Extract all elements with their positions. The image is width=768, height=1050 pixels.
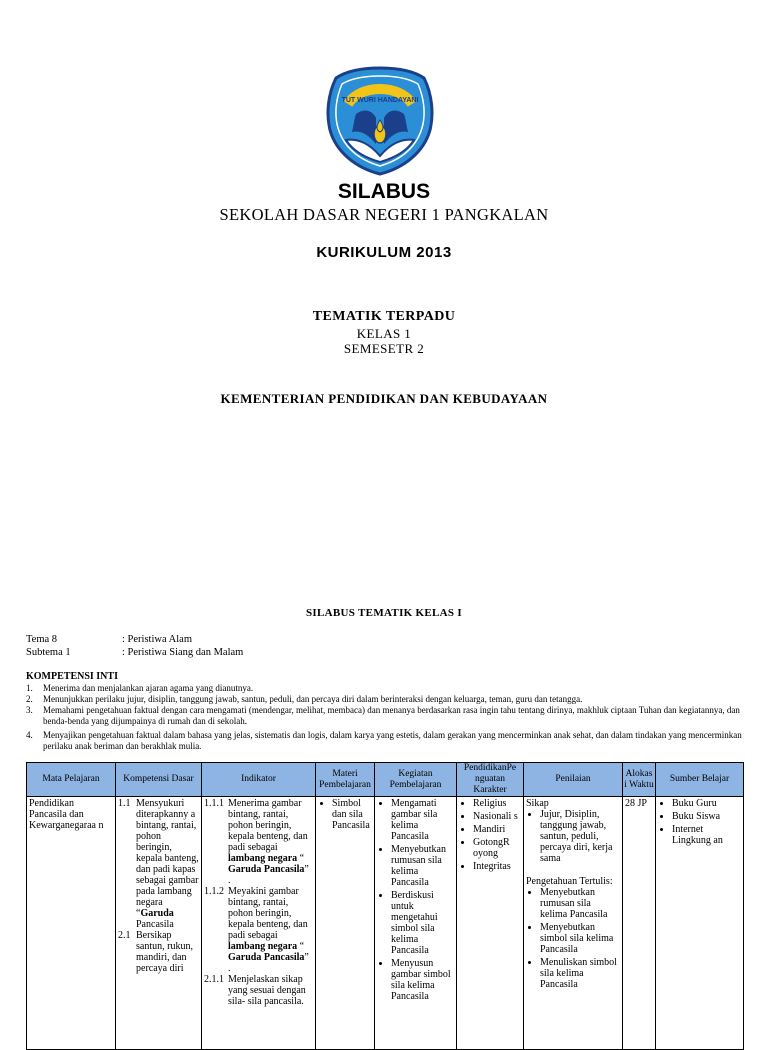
materi-item: • Simbol dan sila Pancasila [332,798,372,831]
tut-wuri-handayani-logo [326,64,434,176]
ministry-label: KEMENTERIAN PENDIDIKAN DAN KEBUDAYAAN [220,391,548,406]
kd-item [118,930,199,974]
indicator-text: Menerima gambar bintang, rantai, pohon beringin, kepala benteng, dan padi sebagai [228,798,308,853]
indicator-num: 1.1.2 [204,886,224,897]
cell-mapel: Pendidikan Pancasila dan Kewarganegaraa n [27,797,116,1050]
grade-label: KELAS 1 [356,326,412,341]
karakter-item: • Nasionali s [473,811,521,822]
indicator-bold: lambang negara [228,853,298,864]
indicator-item [204,974,313,1007]
ki-item [26,705,746,727]
penilaian-sikap-item: • Jujur, Disiplin, tanggung jawab, santun, peduli, percaya diri, kerja sama [540,809,620,864]
ki-list [26,683,746,752]
kegiatan-item: • Menyebutkan rumusan sila kelima Pancasila [391,844,454,888]
kd-bold: Garuda [140,908,174,919]
kd-item [118,798,199,930]
penilaian-sikap-label: Sikap [526,798,549,809]
syllabus-subtitle: SILABUS TEMATIK KELAS I [306,607,462,619]
cell-karakter [457,797,524,1050]
syllabus-table [26,762,744,1050]
ki-text: Menerima dan menjalankan ajaran agama yang dianutnya. [43,683,254,693]
ki-text: Menunjukkan perilaku jujur, disiplin, tanggung jawab, santun, peduli, dan percaya diri dalam berinteraksi dengan keluarga, teman, guru dan tetangga. [43,694,583,704]
col-header-mapel: Mata Pelajaran [27,763,116,797]
cell-kegiatan [375,797,457,1050]
cell-penilaian [524,797,623,1050]
col-header-penilaian: Penilaian [524,763,623,797]
table-row [27,797,744,1050]
col-header-indikator: Indikator [202,763,316,797]
indicator-item [204,886,313,974]
tema-value: : Peristiwa Alam [122,634,192,645]
cell-sumber [656,797,744,1050]
kegiatan-item: • Berdiskusi untuk mengetahui simbol sila kelima Pancasila [391,890,454,956]
ki-text: Memahami pengetahuan faktual dengan cara mengamati (mendengar, melihat, membaca) dan menanya berdasarkan rasa ingin tahu tentang dirinya, makhluk ciptaan Tuhan dan kegiatannya, dan benda-benda yang dijumpainya di rumah dan di sekolah. [43,705,740,726]
penilaian-item: • Menyebutkan rumusan sila kelima Pancasila [540,887,620,920]
col-header-alokasi: Alokas i Waktu [623,763,656,797]
karakter-item: • Religius [473,798,521,809]
subtema-label: Subtema 1 [26,647,71,658]
kd-num: 1.1 [118,798,131,809]
col-header-materi: Materi Pembelajaran [316,763,375,797]
indicator-item [204,798,313,886]
ki-item [26,683,746,694]
kegiatan-item: • Menyusun gambar simbol sila kelima Pancasila [391,958,454,1002]
logo-text: TUT WURI HANDAYANI [341,97,419,104]
indicator-end: ” . [228,952,309,974]
indicator-end: ” . [228,864,309,886]
cell-materi [316,797,375,1050]
subtema-value: : Peristiwa Siang dan Malam [122,647,244,658]
semester-label: SEMESETR 2 [343,341,425,356]
table-header-row [27,763,744,797]
col-header-karakter: PendidikanPe nguatan Karakter [457,763,524,797]
ki-num: 1. [26,683,33,693]
sumber-item: • Buku Siswa [672,811,741,822]
indicator-text: Meyakini gambar bintang, rantai, pohon beringin, kepala benteng, dan padi sebagai [228,886,308,941]
indicator-bold: Garuda Pancasila [228,864,305,875]
penilaian-item: • Menuliskan simbol sila kelima Pancasila [540,957,620,990]
tema-label: Tema 8 [26,634,58,645]
theme-type: TEMATIK TERPADU [312,309,456,324]
indicator-bold: Garuda Pancasila [228,952,305,963]
ki-num: 3. [26,705,33,715]
school-name: SEKOLAH DASAR NEGERI 1 PANGKALAN [219,205,549,224]
cell-kd [116,797,202,1050]
col-header-sumber: Sumber Belajar [656,763,744,797]
indicator-quote: “ [297,941,305,952]
ki-num: 2. [26,694,33,704]
karakter-item: • GotongR oyong [473,837,521,859]
ki-title: KOMPETENSI INTI [26,671,118,682]
cell-indikator [202,797,316,1050]
kegiatan-item: • Mengamati gambar sila kelima Pancasila [391,798,454,842]
document-title: SILABUS [337,180,431,203]
kd-text: Bersikap santun, rukun, mandiri, dan percaya diri [136,930,193,974]
ki-text: Menyajikan pengetahuan faktual dalam bahasa yang jelas, sistematis dan logis, dalam karya yang estetis, dalam gerakan yang mencerminkan anak sehat, dan dalam tindakan yang mencerminkan perilaku anak beriman dan berakhlak mulia. [43,730,742,751]
karakter-item: • Integritas [473,861,521,872]
penilaian-item: • Menyebutkan simbol sila kelima Pancasila [540,922,620,955]
sumber-item: • Internet Lingkung an [672,824,741,846]
col-header-kd: Kompetensi Dasar [116,763,202,797]
col-header-kegiatan: Kegiatan Pembelajaran [375,763,457,797]
kd-num: 2.1 [118,930,131,941]
indicator-text: Menjelaskan sikap yang sesuai dengan sila- sila pancasila. [228,974,306,1007]
indicator-quote: “ [297,853,305,864]
indicator-num: 2.1.1 [204,974,224,985]
sumber-item: • Buku Guru [672,798,741,809]
cell-alokasi: 28 JP [623,797,656,1050]
ki-item [26,694,746,705]
ki-num: 4. [26,730,33,740]
indicator-bold: lambang negara [228,941,298,952]
curriculum-label: KURIKULUM 2013 [316,244,452,261]
karakter-item: • Mandiri [473,824,521,835]
kd-tail: Pancasila [136,919,174,930]
penilaian-pengetahuan-label: Pengetahuan Tertulis: [526,876,613,887]
kd-text: Mensyukuri diterapkanny a bintang, rantai, pohon beringin, kepala banteng, dan padi kapas sebagai gambar pada lambang negara “ [136,798,199,919]
indicator-num: 1.1.1 [204,798,224,809]
ki-item [26,730,746,752]
